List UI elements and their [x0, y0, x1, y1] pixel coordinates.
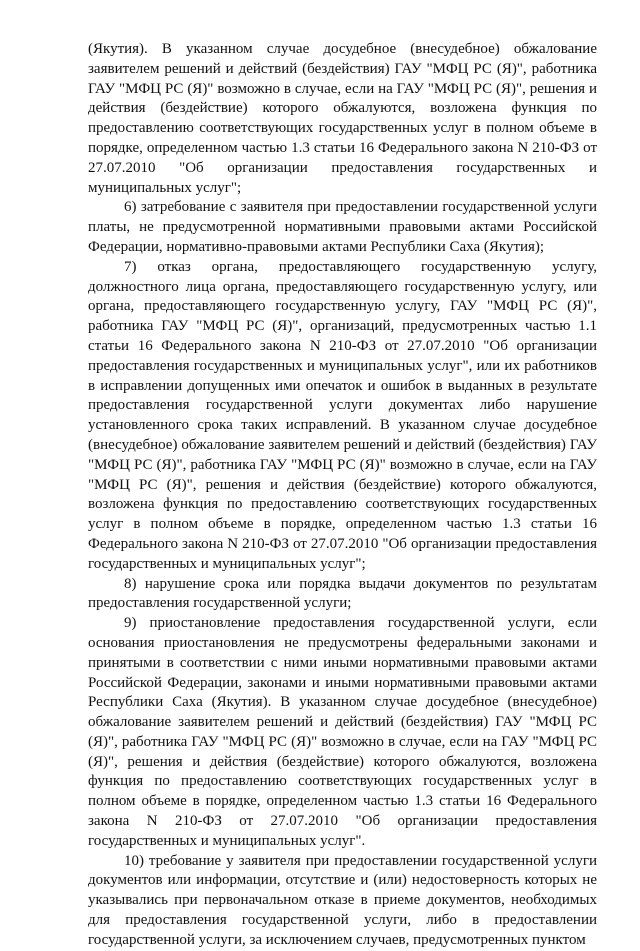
paragraph-item-9: 9) приостановление предоставления государственной услуги, если основания приостановления не предусмотрены федеральными законами и принятыми в соответствии с ними иными нормативными правовыми актами Российской Федерации, законами и иными нормативными правовыми актами Республики Саха (Якутия). В указанном случае досудебное (внесудебное) обжалование заявителем решений и действий (бездействия) ГАУ "МФЦ РС (Я)", работника ГАУ "МФЦ РС (Я)" возможно в случае, если на ГАУ "МФЦ РС (Я)", решения и действия (бездействие) которого обжалуются, возложена функция по предоставлению соответствующих государственных услуг в полном объеме в порядке, определенном частью 1.3 статьи 16 Федерального закона N 210-ФЗ от 27.07.2010 "Об организации предоставления государственных и муниципальных услуг".: [88, 615, 597, 849]
paragraph-continuation: (Якутия). В указанном случае досудебное (внесудебное) обжалование заявителем решений и действий (бездействия) ГАУ "МФЦ РС (Я)", работника ГАУ "МФЦ РС (Я)" возможно в случае, если на ГАУ "МФЦ РС (Я)", решения и действия (бездействие) которого обжалуются, возложена функция по предоставлению соответствующих государственных услуг в полном объеме в порядке, определенном частью 1.3 статьи 16 Федерального закона N 210-ФЗ от 27.07.2010 "Об организации предоставления государственных и муниципальных услуг";: [88, 41, 597, 196]
document-page: [88, 40, 597, 951]
paragraph-item-7: 7) отказ органа, предоставляющего государственную услугу, должностного лица органа, предоставляющего государственную услугу, или органа, предоставляющего государственную услугу, ГАУ "МФЦ РС (Я)", работника ГАУ "МФЦ РС (Я)", организаций, предусмотренных частью 1.1 статьи 16 Федерального закона N 210-ФЗ от 27.07.2010 "Об организации предоставления государственных и муниципальных услуг", или их работников в исправлении допущенных ими опечаток и ошибок в выданных в результате предоставления государственной услуги документах либо нарушение установленного срока таких исправлений. В указанном случае досудебное (внесудебное) обжалование заявителем решений и действий (бездействия) ГАУ "МФЦ РС (Я)", работника ГАУ "МФЦ РС (Я)" возможно в случае, если на ГАУ "МФЦ РС (Я)", решения и действия (бездействие) которого обжалуются, возложена функция по предоставлению соответствующих государственных услуг в полном объеме в порядке, определенном частью 1.3 статьи 16 Федерального закона N 210-ФЗ от 27.07.2010 "Об организации предоставления государственных и муниципальных услуг";: [88, 258, 597, 572]
paragraph-item-8: 8) нарушение срока или порядка выдачи документов по результатам предоставления государственной услуги;: [88, 575, 597, 612]
paragraph-item-10: 10) требование у заявителя при предоставлении государственной услуги документов или информации, отсутствие и (или) недостоверность которых не указывались при первоначальном отказе в приеме документов, необходимых для предоставления государственной услуги, либо в предоставлении государственной услуги, за исключением случаев, предусмотренных пунктом: [88, 852, 597, 948]
paragraph-item-6: 6) затребование с заявителя при предоставлении государственной услуги платы, не предусмотренной нормативными правовыми актами Российской Федерации, нормативно-правовыми актами Республики Саха (Якутия);: [88, 199, 597, 255]
